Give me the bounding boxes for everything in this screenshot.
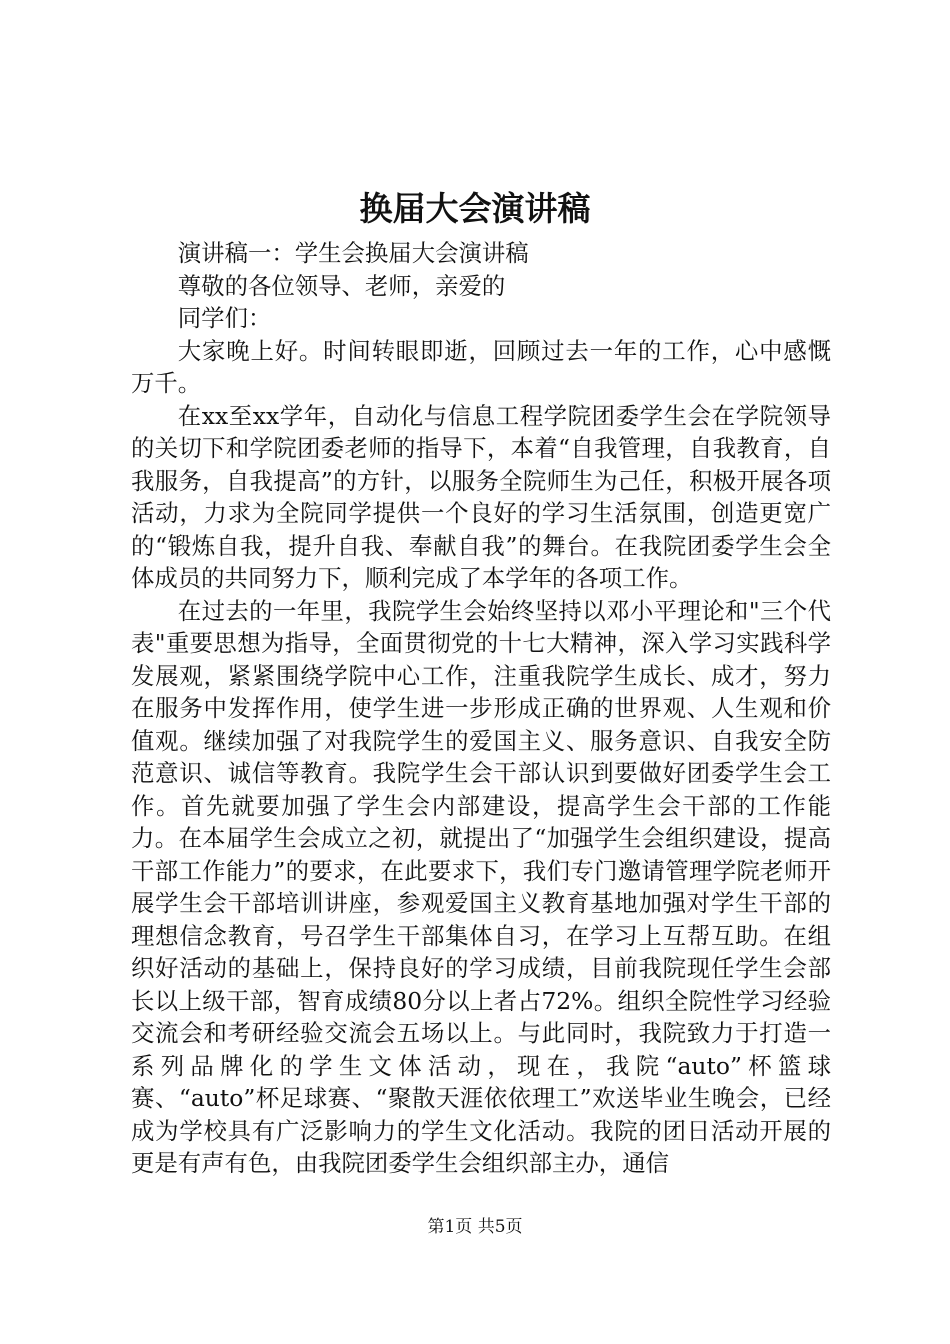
paragraph-salutation: 尊敬的各位领导、老师，亲爱的 bbox=[177, 271, 506, 300]
paragraph-speech-heading: 演讲稿一：学生会换届大会演讲稿 bbox=[177, 239, 529, 267]
paragraph-salutation-cont: 同学们： bbox=[177, 304, 272, 332]
document-body bbox=[131, 237, 831, 1180]
paragraph-review: 在过去的一年里，我院学生会始终坚持以邓小平理论和"三个代表"重要思想为指导，全面贯彻党的十七大精神，深入学习实践科学发展观，紧紧围绕学院中心工作，注重我院学生成长、成才，努力在服务中发挥作用，使学生进一步形成正确的世界观、人生观和价值观。继续加强了对我院学生的爱国主义、服务意识、自我安全防范意识、诚信等教育。我院学生会干部认识到要做好团委学生会工作。首先就要加强了学生会内部建设，提高学生会干部的工作能力。在本届学生会成立之初，就提出了“加强学生会组织建设，提高干部工作能力”的要求，在此要求下，我们专门邀请管理学院老师开展学生会干部培训讲座，参观爱国主义教育基地加强对学生干部的理想信念教育，号召学生干部集体自习，在学习上互帮互助。在组织好活动的基础上，保持良好的学习成绩，目前我院现任学生会部长以上级干部，智育成绩80分以上者占72%。组织全院性学习经验交流会和考研经验交流会五场以上。与此同时，我院致力于打造一系列品牌化的学生文体活动，现在，我院“auto”杯篮球赛、“auto”杯足球赛、“聚散天涯依依理工”欢送毕业生晚会，已经成为学校具有广泛影响力的学生文化活动。我院的团日活动开展的更是有声有色，由我院团委学生会组织部主办，通信 bbox=[131, 596, 831, 1177]
page-title: 换届大会演讲稿 bbox=[359, 189, 591, 228]
page-footer: 第1页 共5页 bbox=[427, 1217, 523, 1237]
paragraph-greeting: 大家晚上好。时间转眼即逝，回顾过去一年的工作，心中感慨万千。 bbox=[131, 336, 831, 397]
paragraph-overview: 在xx至xx学年，自动化与信息工程学院团委学生会在学院领导的关切下和学院团委老师的指导下，本着“自我管理，自我教育，自我服务，自我提高”的方针，以服务全院师生为己任，积极开展各项活动，力求为全院同学提供一个良好的学习生活氛围，创造更宽广的“锻炼自我，提升自我、奉献自我”的舞台。在我院团委学生会全体成员的共同努力下，顺利完成了本学年的各项工作。 bbox=[131, 401, 831, 592]
